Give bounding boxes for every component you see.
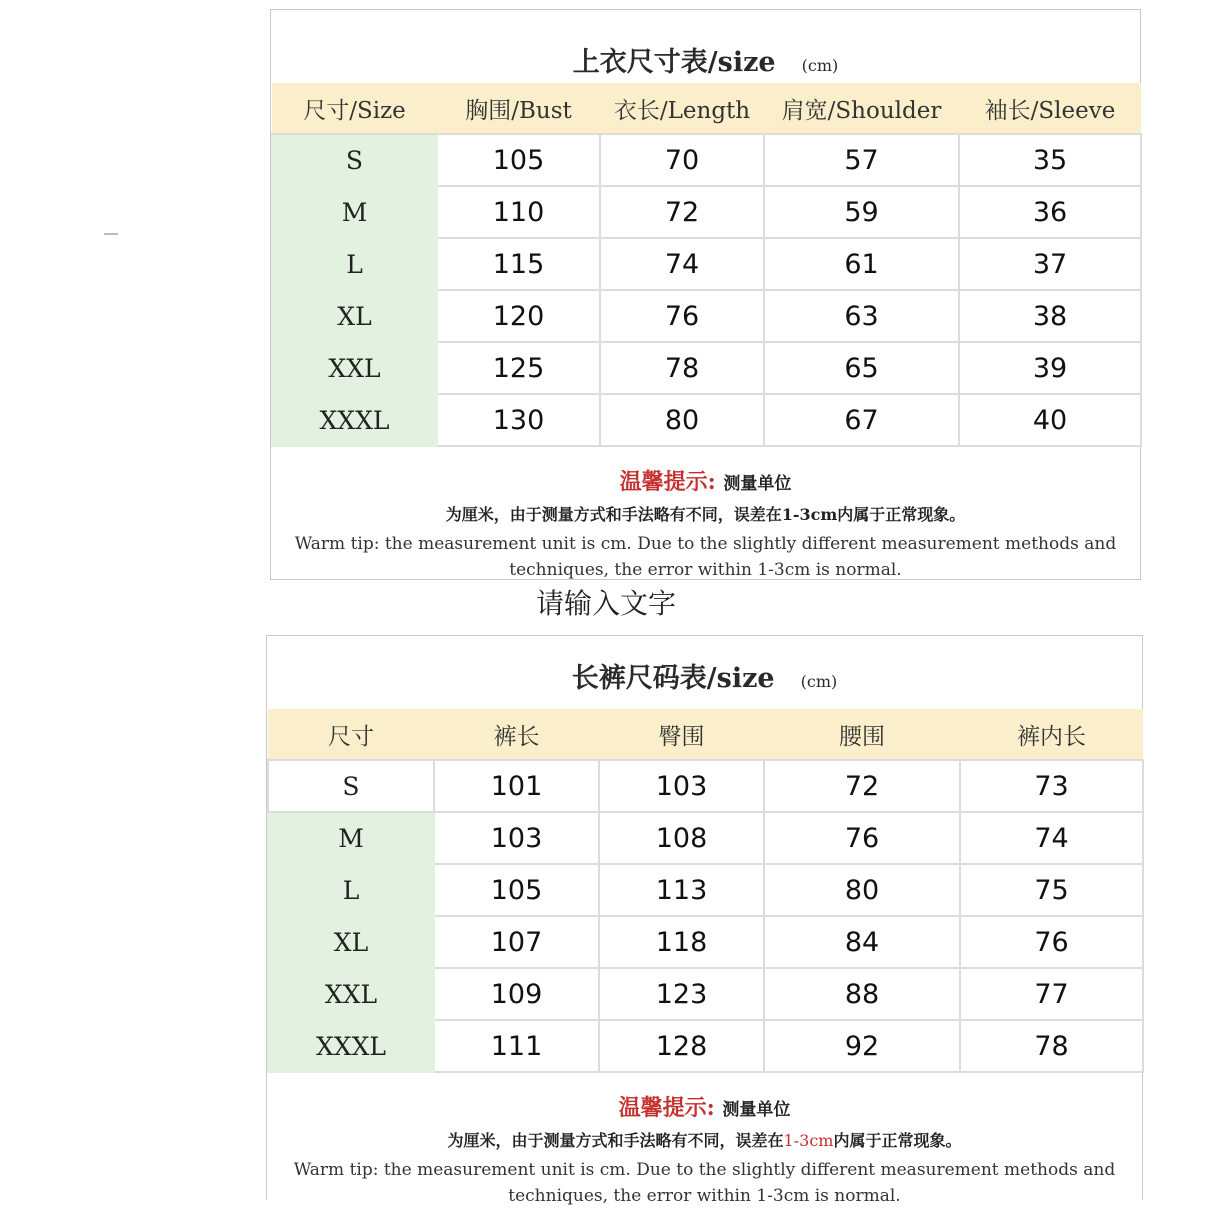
pants-warm-tip (267, 1091, 1142, 1209)
tip-cn-c: 内属于正常现象。 (833, 1131, 962, 1150)
pants-header-size: 尺寸 (268, 709, 434, 760)
pants-header-inseam: 裤内长 (960, 709, 1143, 760)
table-row (268, 864, 1143, 916)
inseam-cell: 75 (960, 864, 1143, 916)
tip-heading (267, 1091, 1142, 1122)
length-cell: 107 (434, 916, 599, 968)
tip-english: Warm tip: the measurement unit is cm. Due to the slightly different measurement methods and techniques, the error within 1-3cm is normal. (293, 1160, 1116, 1206)
size-cell: XXL (268, 968, 434, 1020)
shoulder-cell: 57 (764, 134, 959, 186)
tip-chinese (267, 1128, 1142, 1151)
length-cell: 80 (600, 394, 764, 446)
tip-english: Warm tip: the measurement unit is cm. Due to the slightly different measurement methods and techniques, the error within 1-3cm is normal. (294, 534, 1117, 580)
pants-table (267, 709, 1144, 1073)
pants-header-row (268, 709, 1143, 760)
length-cell: 101 (434, 760, 599, 812)
length-cell: 74 (600, 238, 764, 290)
size-cell: M (268, 812, 434, 864)
tops-header-sleeve: 袖长/Sleeve (959, 83, 1141, 134)
waist-cell: 76 (764, 812, 960, 864)
tops-table (271, 83, 1142, 447)
inseam-cell: 73 (960, 760, 1143, 812)
length-cell: 103 (434, 812, 599, 864)
waist-cell: 92 (764, 1020, 960, 1072)
text-placeholder[interactable]: 请输入文字 (536, 587, 677, 620)
bust-cell: 105 (437, 134, 600, 186)
length-cell: 109 (434, 968, 599, 1020)
bust-cell: 115 (437, 238, 600, 290)
tip-subtitle: 测量单位 (723, 474, 792, 494)
waist-cell: 84 (764, 916, 960, 968)
shoulder-cell: 63 (764, 290, 959, 342)
pants-header-length: 裤长 (434, 709, 599, 760)
hip-cell: 118 (599, 916, 764, 968)
size-cell: L (268, 864, 434, 916)
table-row (272, 186, 1141, 238)
pants-title-text: 长裤尺码表/size (571, 663, 775, 694)
table-row (268, 968, 1143, 1020)
inseam-cell: 74 (960, 812, 1143, 864)
tip-subtitle: 测量单位 (722, 1100, 791, 1120)
tops-header-size: 尺寸/Size (272, 83, 437, 134)
hip-cell: 113 (599, 864, 764, 916)
tops-title (271, 40, 1140, 79)
pants-size-chart (266, 635, 1143, 1206)
size-cell: XL (268, 916, 434, 968)
hip-cell: 103 (599, 760, 764, 812)
size-cell: XXL (272, 342, 437, 394)
waist-cell: 88 (764, 968, 960, 1020)
table-row (272, 394, 1141, 446)
waist-cell: 80 (764, 864, 960, 916)
tops-unit: (cm) (801, 56, 839, 75)
tops-header-length: 衣长/Length (600, 83, 764, 134)
bust-cell: 130 (437, 394, 600, 446)
inseam-cell: 76 (960, 916, 1143, 968)
tip-cn-a: 为厘米，由于测量方式和手法略有不同，误差在 (447, 1131, 784, 1150)
length-cell: 76 (600, 290, 764, 342)
inseam-cell: 78 (960, 1020, 1143, 1072)
shoulder-cell: 65 (764, 342, 959, 394)
pants-unit: (cm) (800, 672, 838, 691)
length-cell: 78 (600, 342, 764, 394)
sleeve-cell: 38 (959, 290, 1141, 342)
tip-heading (271, 465, 1140, 496)
waist-cell: 72 (764, 760, 960, 812)
sleeve-cell: 39 (959, 342, 1141, 394)
size-cell: M (272, 186, 437, 238)
pants-header-hip: 臀围 (599, 709, 764, 760)
tip-cn-b: 1-3cm (783, 1131, 834, 1150)
sleeve-cell: 35 (959, 134, 1141, 186)
tops-size-chart (270, 9, 1141, 580)
tip-title: 温馨提示: (619, 469, 716, 495)
table-row (268, 916, 1143, 968)
tops-title-text: 上衣尺寸表/size (572, 47, 776, 78)
bust-cell: 120 (437, 290, 600, 342)
hip-cell: 123 (599, 968, 764, 1020)
bust-cell: 125 (437, 342, 600, 394)
bust-cell: 110 (437, 186, 600, 238)
sleeve-cell: 40 (959, 394, 1141, 446)
size-cell: S (268, 760, 434, 812)
tops-header-row (272, 83, 1141, 134)
sleeve-cell: 36 (959, 186, 1141, 238)
hip-cell: 108 (599, 812, 764, 864)
tip-cn-b: 1-3cm (781, 505, 838, 524)
pants-header-waist: 腰围 (764, 709, 960, 760)
size-cell: L (272, 238, 437, 290)
tip-chinese (271, 502, 1140, 525)
sleeve-cell: 37 (959, 238, 1141, 290)
size-cell: S (272, 134, 437, 186)
table-row (272, 290, 1141, 342)
length-cell: 111 (434, 1020, 599, 1072)
table-row (272, 238, 1141, 290)
inseam-cell: 77 (960, 968, 1143, 1020)
tip-cn-c: 内属于正常现象。 (837, 505, 966, 524)
table-row (268, 1020, 1143, 1072)
length-cell: 72 (600, 186, 764, 238)
stray-mark (104, 233, 118, 235)
shoulder-cell: 67 (764, 394, 959, 446)
tops-warm-tip (271, 465, 1140, 583)
shoulder-cell: 61 (764, 238, 959, 290)
tops-header-shoulder: 肩宽/Shoulder (764, 83, 959, 134)
table-row (272, 342, 1141, 394)
tip-cn-a: 为厘米，由于测量方式和手法略有不同，误差在 (445, 505, 782, 524)
size-cell: XL (272, 290, 437, 342)
tip-title: 温馨提示: (618, 1095, 715, 1121)
size-cell: XXXL (272, 394, 437, 446)
length-cell: 105 (434, 864, 599, 916)
table-row (272, 134, 1141, 186)
tops-header-bust: 胸围/Bust (437, 83, 600, 134)
table-row (268, 812, 1143, 864)
size-cell: XXXL (268, 1020, 434, 1072)
length-cell: 70 (600, 134, 764, 186)
table-row (268, 760, 1143, 812)
shoulder-cell: 59 (764, 186, 959, 238)
hip-cell: 128 (599, 1020, 764, 1072)
pants-title (267, 656, 1142, 695)
